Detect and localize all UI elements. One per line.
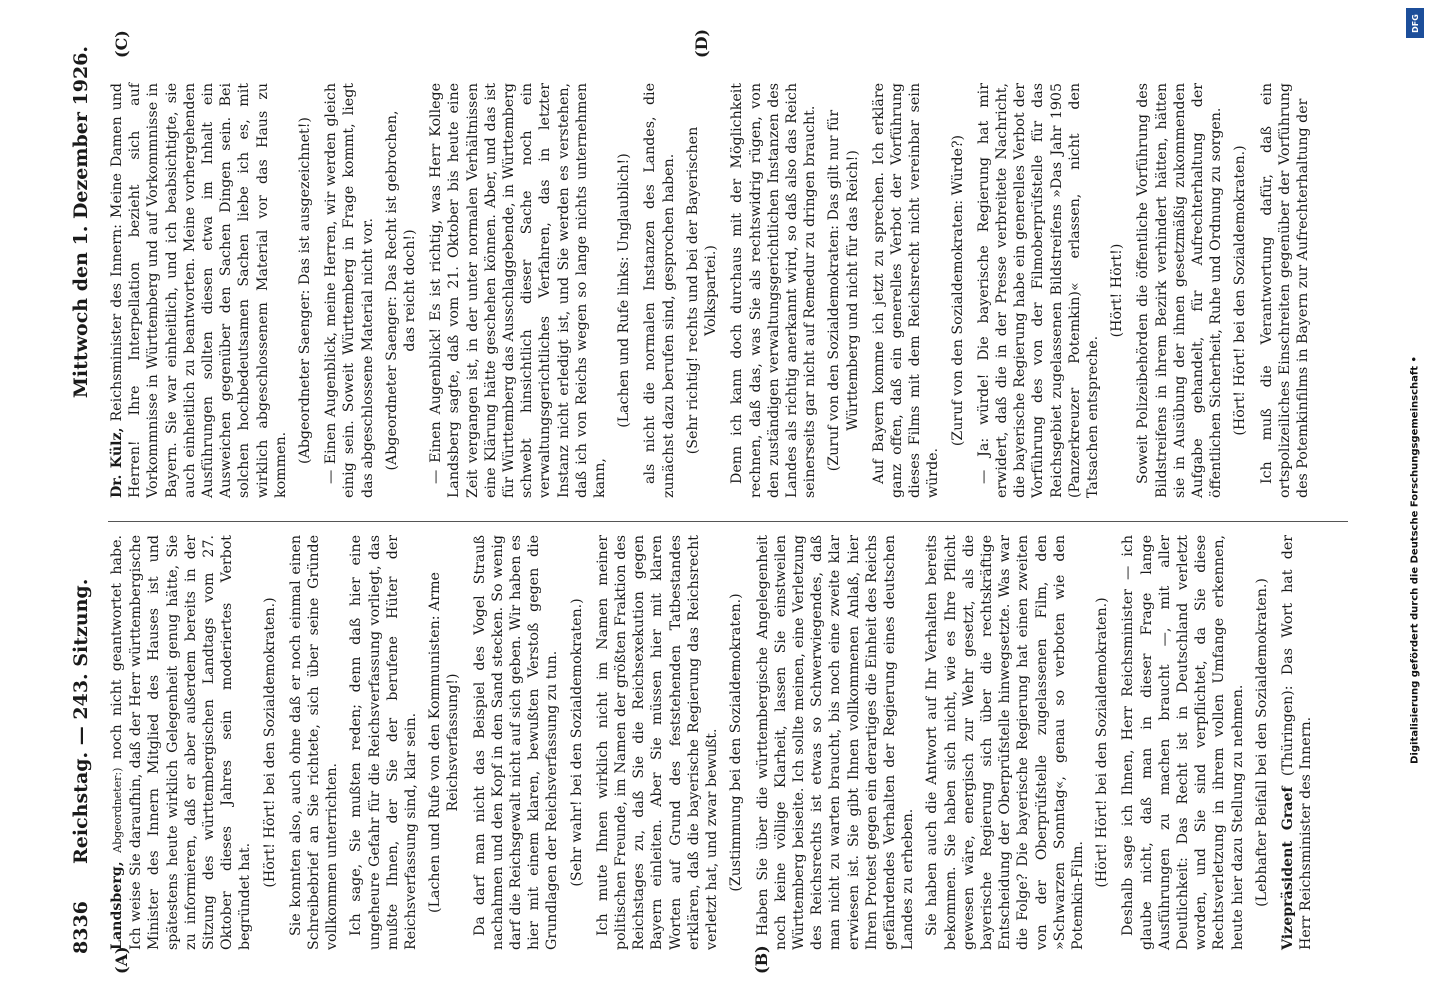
interjection: (Lachen und Rufe links: Unglaublich!) (616, 153, 633, 428)
interjection: (Lachen und Rufe von den Kommunisten: Arme Reichsverfassung!) (427, 572, 462, 913)
speaker-role: Abgeordneter:) (111, 767, 124, 853)
interjection: (Abgeordneter Saenger: Das Recht ist gebrochen, das reicht doch!) (383, 110, 419, 471)
column-divider (108, 521, 1348, 522)
paragraph (322, 83, 377, 498)
page-number: 8336 (70, 901, 92, 954)
paragraph (471, 535, 562, 950)
speech-paragraph (108, 83, 290, 498)
interjection: (Sehr wahr! bei den Sozialdemokraten.) (568, 598, 585, 887)
interjection: (Zuruf von den Sozialdemokraten: Das gilt nur für Württemberg und nicht für das Reich!) (826, 109, 861, 472)
paragraph (754, 535, 918, 950)
speaker-name: Landsberg, (109, 861, 125, 950)
page-header (70, 46, 104, 954)
right-column (108, 83, 1318, 498)
paragraph-text: noch nicht geantwortet habe. Ich weise Sie daraufhin, daß der Herr württembergische Minister des Innern Mitglied des Hauses ist und spätestens heute wirklich Gelegenheit genug hätte, Sie zu informieren, daß er aber außerdem bereits in der Sitzung des württembergischen Landtags vom 27. Oktober dieses Jahres sein moderiertes Verbot begründet hat. (109, 535, 254, 950)
paragraph (427, 83, 609, 498)
paragraph (1134, 83, 1225, 498)
paragraph (347, 535, 420, 950)
paragraph (1258, 83, 1313, 498)
paragraph-text: Auf Bayern komme ich jetzt zu sprechen. Ich erkläre ganz offen, daß ein generelles Verbot der Vorführung dieses Films mit dem Reichsrecht nicht vereinbar sein würde. (870, 83, 942, 498)
paragraph-text: Sie haben auch die Antwort auf Ihr Verhalten bereits bekommen. Sie haben sich nicht, wie es Ihre Pflicht gewesen wäre, energisch zur Wehr gesetzt, als die bayerische Regierung sich über die rechtskräftige Entscheidung der Oberprüfstelle hinwegsetzte. Was war die Folge? Die bayerische Regierung hat einen zweiten von der Oberprüfstelle zugelassenen Film, den »Schwarzen Sonntag«, genau so verboten wie den Potemkin-Film. (924, 535, 1086, 950)
paragraph (923, 535, 1087, 950)
header-session: Reichstag. — 243. Sitzung. (70, 578, 92, 864)
paragraph (1119, 535, 1246, 950)
interjection: (Zuruf von den Sozialdemokraten: Würde?) (949, 134, 966, 447)
speech-paragraph (1279, 535, 1315, 950)
dfg-logo: DFG (1406, 8, 1424, 38)
paragraph-text: Ich mute Ihnen wirklich nicht im Namen meiner politischen Freunde, im Namen der größten Fraktion des Reichstages zu, daß Sie die Reichsexekution gegen Bayern einleiten. Aber Sie müssen hier mit klaren Worten auf Grund des feststehenden Tatbestandes erklären, daß die bayerische Regierung das Reichsrecht verletzt hat, und zwar bewußt. (594, 535, 721, 950)
margin-marker-d: (D) (692, 28, 711, 58)
paragraph-text: Ich sage, Sie mußten reden; denn daß hier eine ungeheure Gefahr für die Reichsverfassung vorliegt, das mußte Ihnen, der Sie der berufene Hüter der Reichsverfassung sind, klar sein. (348, 535, 420, 950)
margin-marker-a: (A) (112, 946, 131, 974)
margin-marker-b: (B) (752, 945, 771, 974)
paragraph-text: Da darf man nicht das Beispiel des Vogel Strauß nachahmen und den Kopf in den Sand stecken. So wenig darf die Reichsgewalt nicht auf sich geben. Wir haben es hier mit einem klaren, bewußten Verstoß gegen die Grundlagen der Reichsverfassung zu tun. (471, 535, 561, 950)
paragraph-text: — Einen Augenblick, meine Herren, wir werden gleich einig sein. Soweit Württemberg in Frage kommt, liegt das abgeschlossene Material nicht vor. (323, 83, 376, 498)
margin-marker-c: (C) (112, 30, 131, 58)
paragraph-text: — Einen Augenblick! Es ist richtig, was Herr Kollege Landsberg sagte, daß vom 21. Oktober bis heute eine Zeit vergangen ist, in der unter normalen Verhältnissen eine Klärung hätte geschehen können. Aber, und das ist für Württemberg das Ausschlaggebende, in Württemberg schwebt hinsichtlich dieser Sache noch ein verwaltungsgerichtliches Verfahren, das in letzter Instanz nicht erledigt ist, und Sie werden es verstehen, daß ich von Reichs wegen so lange nichts unternehmen kann, (428, 83, 609, 498)
interjection: (Hört! Hört! bei den Sozialdemokraten.) (1232, 145, 1249, 436)
paragraph-text: Denn ich kann doch durchaus mit der Möglichkeit rechnen, daß das, was Sie als rechtswidrig rügen, von den zuständigen verwaltungsgerichtlichen Instanzen des Landes als richtig anerkannt wird, so daß also das Reich seinerseits gar nicht auf Remedur zu dringen braucht. (729, 83, 819, 498)
credit-text: Digitalisierung gefördert durch die Deutsche Forschungsgemeinschaft • (1409, 356, 1421, 764)
paragraph (641, 83, 677, 498)
interjection: (Abgeordneter Saenger: Das ist ausgezeichnet!) (297, 117, 314, 464)
interjection: (Hört! Hört! bei den Sozialdemokraten.) (261, 597, 278, 888)
speaker-name: Dr. Külz, (109, 427, 125, 498)
speaker-name: Vizepräsident Graef (1279, 786, 1296, 950)
newspaper-page (52, 20, 1382, 980)
speech-paragraph (108, 535, 255, 950)
paragraph-text: Haben Sie über die württembergische Angelegenheit noch keine völlige Klarheit, lassen Sie einstweilen Württemberg beiseite. Ich sollte meinen, eine Verletzung des Reichsrechts ist etwas so Schwerwiegendes, daß man nicht zu warten braucht, bis noch eine zweite klar erwiesen ist. Sie gibt Ihnen vollkommenen Anlaß, hier Ihren Protest gegen ein derartiges die Einheit des Reichs gefährdendes Verhalten der Regierung eines deutschen Landes zu erheben. (754, 535, 917, 950)
paragraph-text: Soweit Polizeibehörden die öffentliche Vorführung des Bildstreifens in ihrem Bezirk verhindert hätten, hätten sie in Ausübung der ihnen gesetzmäßig zukommenden Aufgabe gehandelt, für Aufrechterhaltung der öffentlichen Sicherheit, Ruhe und Ordnung zu sorgen. (1135, 83, 1225, 498)
paragraph-text: Ich muß die Verantwortung dafür, daß ein ortspolizeiliches Einschreiten gegenüber der Vorführung des Potemkinfilms in Bayern zur Aufrechterhaltung der (1258, 83, 1311, 498)
paragraph-text: — Ja: würde! Die bayerische Regierung hat mir erwidert, daß die in der Presse verbreitete Nachricht, die bayerische Regierung habe ein generelles Verbot der Vorführung des von der Filmoberprüfstelle für das Reichsgebiet zugelassenen Bildstreifens »Das Jahr 1905 (Panzerkreuzer Potemkin)« erlassen, nicht den Tatsachen entspreche. (975, 83, 1101, 498)
left-column (108, 535, 1321, 950)
interjection: (Lebhafter Beifall bei den Sozialdemokraten.) (1253, 578, 1270, 907)
paragraph-text: Reichsminister des Innern: Meine Damen und Herren! Ihre Interpellation bezieht sich auf Vorkommnisse in Württemberg und auf Vorkommnisse in Bayern. Sie war einheitlich, und ich beabsichtigte, sie auch einheitlich zu beantworten. Meine vorhergehenden Ausführungen sollten diesen etwa im Inhalt ein Ausweichen gegenüber den Sachen Dingen sein. Bei solchen hochbedeutsamen Sachen liebe ich es, mit wirklich abgeschlossenem Material vor das Haus zu kommen. (109, 82, 289, 498)
interjection: (Hört! Hört!) (1109, 243, 1126, 338)
paragraph (870, 83, 943, 498)
paragraph-text: Sie konnten also, auch ohne daß er noch einmal einen Schreibebrief an Sie richtete, sich über seine Gründe vollkommen unterrichten. (287, 535, 341, 950)
paragraph (594, 535, 721, 950)
header-date: Mittwoch den 1. Dezember 1926. (70, 46, 92, 399)
paragraph (287, 535, 342, 950)
interjection: (Zustimmung bei den Sozialdemokraten.) (728, 593, 745, 892)
interjection: (Hört! Hört! bei den Sozialdemokraten.) (1094, 597, 1111, 888)
interjection: (Sehr richtig! rechts und bei der Bayerischen Volkspartei.) (684, 126, 720, 455)
paragraph-text: als nicht die normalen Instanzen des Landes, die zunächst dazu berufen sind, gesprochen haben. (642, 83, 677, 498)
paragraph (728, 83, 819, 498)
digitization-credit (1402, 0, 1428, 1000)
paragraph-text: (Thüringen): Das Wort hat der Herr Reichsminister des Innern. (1279, 535, 1315, 950)
paragraph-text: Deshalb sage ich Ihnen, Herr Reichsminister — ich glaube nicht, daß man in dieser Frage lange Ausführungen zu machen braucht —, mit aller Deutlichkeit: Das Recht ist in Deutschland verletzt worden, und Sie sind verpflichtet, da Sie diese Rechtsverletzung in ihrem vollen Umfange erkennen, heute hier dazu Stellung zu nehmen. (1120, 535, 1246, 950)
paragraph (975, 83, 1102, 498)
